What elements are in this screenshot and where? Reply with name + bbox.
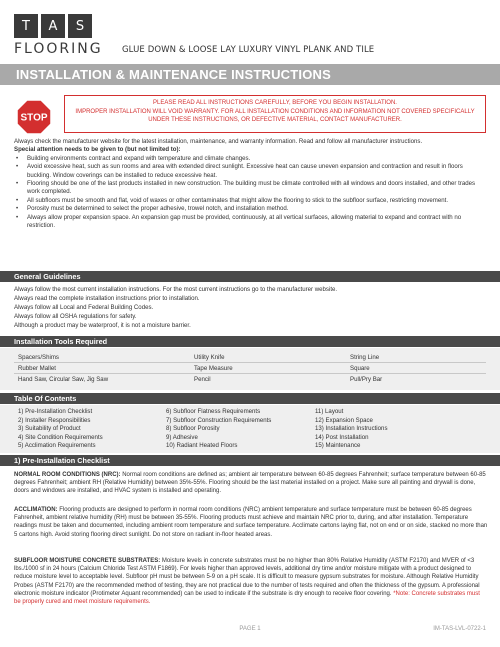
general-guidelines-list [14,285,488,330]
moisture-paragraph [14,557,488,606]
list-item: • Avoid excessive heat, such as sun rooms and area with extended direct sunlight. Excessive heat can cause uneven expansion and contraction and result in floors buckling. Window coverings can be installed to reduce excessive heat. [14,163,488,180]
toc-item: 5) Acclimation Requirements [18,442,96,450]
toc-item: 9) Adhesive [166,433,198,441]
list-item: Pencil [194,376,211,383]
page-title: INSTALLATION & MAINTENANCE INSTRUCTIONS [16,67,331,82]
list-item: Hand Saw, Circular Saw, Jig Saw [18,376,109,383]
table-of-contents [0,405,500,453]
list-item: Always follow all Local and Federal Building Codes. [14,304,154,311]
toc-item: 14) Post Installation [315,433,369,441]
checklist-bar [0,455,500,466]
logo-letter-t: T [14,14,38,38]
toc-item: 12) Expansion Space [315,416,373,424]
toc-item: 10) Radiant Heated Floors [166,442,238,450]
list-item: • All subfloors must be smooth and flat, void of waxes or other contaminates that might allow the flooring to stick to the subfloor surface, restricting movement. [14,197,488,205]
tools-column-2 [194,352,233,385]
toc-column-1 [18,408,103,451]
toc-item: 3) Suitability of Product [18,425,81,433]
title-bar [0,64,500,85]
intro-text: Always check the manufacturer website for the latest installation, maintenance, and warranty information. Read and follow all manufacturer instructions. [14,138,423,145]
list-item: Tape Measure [194,365,233,372]
moisture-note: *Note: Concrete substrates must be properly cured and meet moisture requirements. [14,590,480,606]
intro-section [14,138,488,230]
special-attention-list [14,155,488,231]
product-subtitle: GLUE DOWN & LOOSE LAY LUXURY VINYL PLANK AND TILE [122,45,375,55]
nrc-text: Normal room conditions are defined as; ambient air temperature between 60-85 degrees Fahrenheit; surface temperature between 60-85 degrees Fahrenheit; ambient RH (Relative Humidity) between 35%-55%. Flooring should be the last material installed on a project. Make sure all painting and drywall is done, doors and windows are installed, and HVAC system is installed and operating. [14,472,486,495]
stop-sign-text: STOP [20,112,48,124]
acclimation-text: Flooring products are designed to perform in normal room conditions (NRC) ambient temperature and surface temperature must be between 60-85 degrees Fahrenheit, ambient relative humidity (RH) must be between 35-55%. Flooring products must achieve and maintain NRC prior to, during, and after installation. Temperature readings must be taken and documented, including ambient room temperature and surface temperature. Acclimate cartons laying flat, not on end or on side, stacked no more than 5 cartons high. Avoid storing flooring direct sunlight. Do not store on radiant in-floor heated areas. [14,507,488,538]
toc-item: 1) Pre-Installation Checklist [18,408,93,415]
toc-item: 7) Subfloor Construction Requirements [166,416,272,424]
logo-letter-s: S [68,14,92,38]
toc-heading: Table Of Contents [14,394,77,403]
logo-letter-a: A [41,14,65,38]
nrc-label: NORMAL ROOM CONDITIONS (NRC): [14,472,121,478]
toc-column-3 [315,408,388,451]
list-item: String Line [350,354,380,361]
tools-column-3 [350,352,382,385]
page-number: PAGE 1 [239,626,261,632]
nrc-paragraph [14,471,488,496]
company-logo [14,14,92,38]
list-item: Spacers/Shims [18,354,59,361]
moisture-text: Moisture levels in concrete substrates must be no higher than 80% Relative Humidity (ASTM F2170) and MVER of <3 lbs./1000 sf in 24 hours (Calcium Chloride Test ASTM F1869). For levels higher than approved levels, additional dry time and/or moisture mitigate with a product designed to reduce moisture level to acceptable level. Subfloor pH must be between 5-9 on a pH scale. It is difficult to measure gypsum substrates for moisture. Although Relative Humidity Probes (ASTM F2170) are the recommended method of testing, they are not practical due to the number of tests required and often the thickness of the gypsum. A professional electronic moisture indicator (Protimeter Aquant recommended) can be used to indicate if the substrate is dry enough to receive floor covering. [14,558,480,597]
list-item: • Flooring should be one of the last products installed in new construction. The building must be climate controlled with all windows and doors installed, and other trades work completed. [14,180,488,197]
checklist-heading: 1) Pre-Installation Checklist [14,456,110,465]
stop-sign-icon [16,99,52,135]
list-item: Utility Knife [194,354,225,361]
moisture-label: SUBFLOOR MOISTURE CONCRETE SUBSTRATES: [14,558,161,564]
warning-line-2: IMPROPER INSTALLATION WILL VOID WARRANTY. FOR ALL INSTALLATION CONDITIONS AND INFORMATION NOT COVERED SPECIFICALLY UNDER THESE INSTRUCTIONS, OR DEFECTIVE MATERIAL, CONTACT MANUFACTURER. [75,108,475,123]
tools-heading: Installation Tools Required [14,337,108,346]
list-item: Rubber Mallet [18,365,56,372]
tools-column-1 [18,352,108,385]
list-item: Always follow the most current installation instructions. For the most current instructions go to the manufacturer website. [14,286,338,293]
document-code: IM-TAS-LVL-0722-1 [433,626,486,632]
acclimation-label: ACCLIMATION: [14,507,58,513]
list-item: Always follow all OSHA regulations for safety. [14,313,137,320]
list-item: Always read the complete installation instructions prior to installation. [14,295,200,302]
general-guidelines-heading: General Guidelines [14,272,81,281]
list-item: Square [350,365,370,372]
tools-table [0,348,500,390]
list-item: • Porosity must be determined to select the proper adhesive, trowel notch, and installation method. [14,205,488,213]
logo-word: FLOORING [14,41,103,57]
toc-item: 8) Subfloor Porosity [166,425,220,433]
list-item: Although a product may be waterproof, it is not a moisture barrier. [14,322,191,329]
document-header [14,14,486,60]
list-item: • Building environments contract and expand with temperature and climate changes. [14,155,488,163]
toc-column-2 [166,408,271,451]
special-attention-heading: Special attention needs to be given to (but not limited to): [14,146,181,154]
tools-bar [0,336,500,347]
warning-box [64,95,486,133]
list-item: Pull/Pry Bar [350,376,383,383]
toc-item: 2) Installer Responsibilities [18,416,91,424]
toc-item: 11) Layout [315,408,344,415]
acclimation-paragraph [14,506,488,539]
toc-item: 13) Installation Instructions [315,425,388,433]
general-guidelines-bar [0,271,500,282]
toc-item: 6) Subfloor Flatness Requirements [166,408,261,415]
toc-bar [0,393,500,404]
list-item: • Always allow proper expansion space. An expansion gap must be provided, continuously, at all vertical surfaces, allowing material to expand and contract with no restriction. [14,214,488,231]
toc-item: 15) Maintenance [315,442,361,450]
toc-item: 4) Site Condition Requirements [18,433,103,441]
warning-line-1: PLEASE READ ALL INSTRUCTIONS CAREFULLY, BEFORE YOU BEGIN INSTALLATION. [153,100,397,106]
